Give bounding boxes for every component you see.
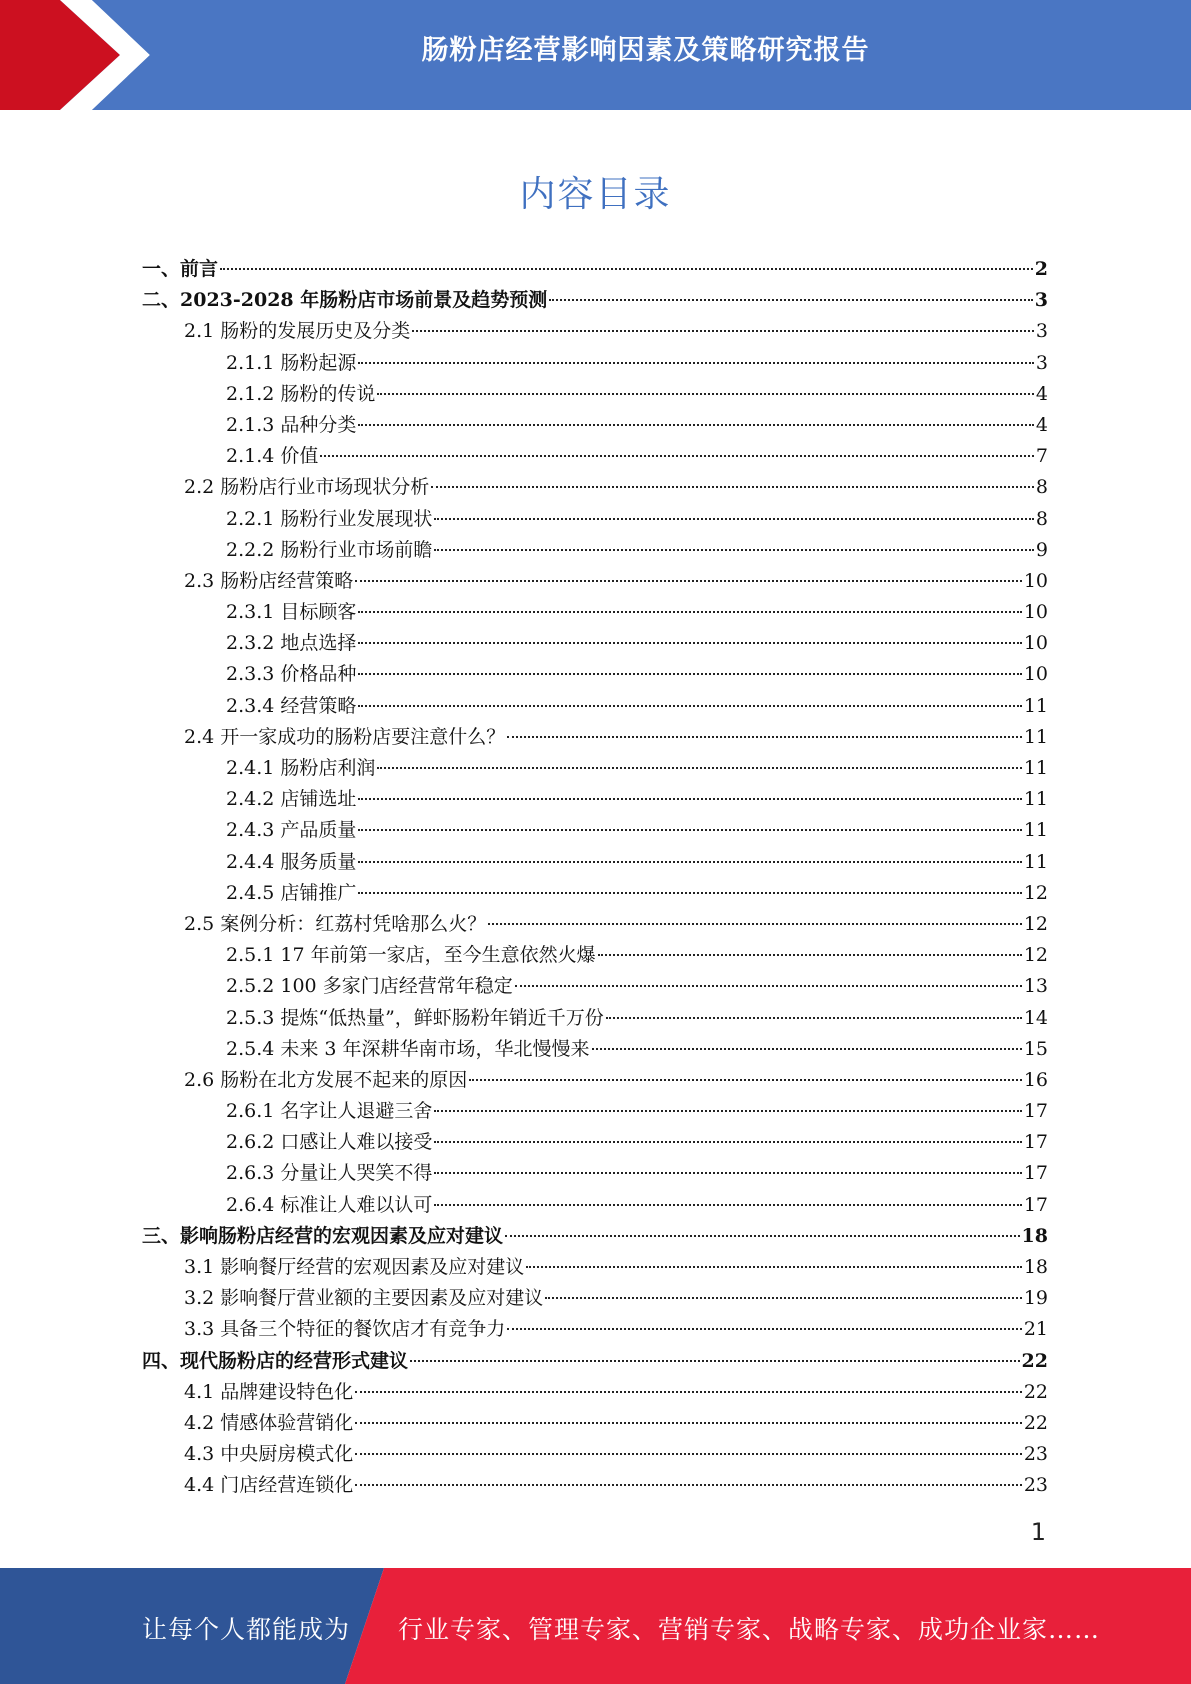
toc-entry-page: 17: [1023, 1100, 1048, 1123]
toc-entry-label: 2.3.3 价格品种: [226, 663, 357, 686]
toc-entry-page: 8: [1035, 476, 1048, 499]
toc-entry-page: 21: [1023, 1318, 1048, 1341]
toc-entry-page: 22: [1023, 1411, 1048, 1434]
toc-entry[interactable]: [142, 1190, 1048, 1221]
toc-entry-label: 2.1 肠粉的发展历史及分类: [184, 320, 411, 343]
toc-entry[interactable]: [142, 1158, 1048, 1189]
toc-entry-label: 2.5.4 未来 3 年深耕华南市场，华北慢慢来: [226, 1037, 590, 1060]
toc-entry-page: 7: [1035, 445, 1048, 468]
toc-entry-page: 17: [1023, 1131, 1048, 1154]
dot-leader: [355, 579, 1022, 582]
dot-leader: [507, 1327, 1022, 1330]
toc-entry-label: 4.1 品牌建设特色化: [184, 1380, 354, 1403]
toc-entry-label: 2.4.2 店铺选址: [226, 788, 357, 811]
toc-entry-label: 2.1.1 肠粉起源: [226, 351, 357, 374]
dot-leader: [606, 1016, 1022, 1019]
toc-heading: 内容目录: [519, 174, 672, 215]
toc-entry-label: 2.4 开一家成功的肠粉店要注意什么？: [184, 725, 506, 748]
toc-entry[interactable]: [142, 909, 1048, 940]
toc-entry-label: 2.6.2 口感让人难以接受: [226, 1131, 433, 1154]
toc-entry-label: 4.3 中央厨房模式化: [184, 1443, 354, 1466]
toc-entry-page: 12: [1023, 944, 1048, 967]
toc-entry-page: 23: [1023, 1474, 1048, 1497]
toc-entry-page: 18: [1023, 1256, 1048, 1278]
dot-leader: [434, 1171, 1021, 1174]
dot-leader: [469, 1078, 1022, 1081]
toc-entry[interactable]: [142, 316, 1048, 347]
dot-leader: [358, 828, 1021, 831]
toc-entry[interactable]: [142, 472, 1048, 503]
dot-leader: [598, 953, 1022, 956]
toc-entry[interactable]: [142, 784, 1048, 815]
dot-leader: [320, 454, 1034, 457]
toc-entry[interactable]: [142, 504, 1048, 535]
toc-entry-page: 12: [1023, 881, 1048, 904]
toc-entry-label: 2.3.1 目标顾客: [226, 601, 357, 624]
toc-entry-label: 一、前言: [142, 258, 219, 280]
toc-entry-page: 8: [1035, 507, 1048, 530]
toc-entry-page: 9: [1035, 538, 1048, 561]
toc-entry-label: 2.4.3 产品质量: [226, 819, 357, 842]
toc-entry[interactable]: [142, 1439, 1048, 1470]
toc-entry-page: 17: [1023, 1193, 1048, 1216]
toc-entry-page: 23: [1023, 1443, 1048, 1466]
toc-entry-label: 2.5 案例分析：红荔村凭啥那么火？: [184, 912, 487, 935]
toc-entry[interactable]: [142, 878, 1048, 909]
toc-entry-page: 16: [1023, 1068, 1048, 1091]
toc-entry[interactable]: [142, 254, 1048, 285]
toc-entry-page: 11: [1023, 725, 1048, 748]
toc-entry-page: 4: [1035, 413, 1048, 436]
footer-slogan-left: 让每个人都能成为: [142, 1615, 351, 1644]
toc-entry-label: 2.1.3 品种分类: [226, 413, 357, 436]
dot-leader: [358, 797, 1021, 800]
dot-leader: [358, 361, 1034, 364]
toc-entry-label: 2.5.3 提炼“低热量”，鲜虾肠粉年销近千万份: [226, 1006, 604, 1029]
toc-entry-page: 14: [1023, 1006, 1048, 1029]
dot-leader: [592, 1047, 1022, 1050]
toc-entry-page: 10: [1023, 601, 1048, 624]
dot-leader: [358, 672, 1021, 675]
toc-entry-label: 2.3.2 地点选择: [226, 632, 357, 655]
footer-slogan-right: 行业专家、管理专家、营销专家、战略专家、成功企业家……: [398, 1615, 1101, 1644]
dot-leader: [358, 610, 1021, 613]
toc-entry-page: 22: [1023, 1380, 1048, 1403]
toc-entry-label: 2.2.1 肠粉行业发展现状: [226, 507, 433, 530]
footer-banner: [0, 1568, 1191, 1684]
toc-entry[interactable]: [142, 379, 1048, 410]
dot-leader: [526, 1265, 1022, 1268]
toc-entry-label: 2.6 肠粉在北方发展不起来的原因: [184, 1068, 468, 1091]
dot-leader: [434, 548, 1034, 551]
dot-leader: [358, 891, 1021, 894]
toc-entry-page: 18: [1021, 1224, 1048, 1247]
dot-leader: [505, 1234, 1020, 1237]
toc-entry-page: 11: [1023, 694, 1048, 717]
toc-entry[interactable]: [142, 285, 1048, 316]
dot-leader: [355, 1390, 1022, 1393]
toc-entry[interactable]: [142, 1314, 1048, 1345]
toc-entry[interactable]: [142, 628, 1048, 659]
toc-entry[interactable]: [142, 410, 1048, 441]
toc-entry-label: 2.1.4 价值: [226, 445, 319, 468]
toc-entry-page: 12: [1023, 912, 1048, 935]
toc-entry[interactable]: [142, 348, 1048, 379]
toc-entry-label: 2.2 肠粉店行业市场现状分析: [184, 476, 430, 499]
toc-entry-label: 2.6.1 名字让人退避三舍: [226, 1100, 433, 1123]
toc-entry-label: 2.3 肠粉店经营策略: [184, 569, 354, 592]
toc-entry-page: 2: [1034, 258, 1048, 280]
toc-entry-page: 11: [1023, 819, 1048, 842]
toc-entry-label: 3.2 影响餐厅营业额的主要因素及应对建议: [184, 1287, 544, 1310]
toc-entry-page: 15: [1023, 1037, 1048, 1060]
toc-entry[interactable]: [142, 1096, 1048, 1127]
toc-entry-label: 2.6.4 标准让人难以认可: [226, 1193, 433, 1216]
dot-leader: [355, 1421, 1022, 1424]
toc-entry-label: 2.5.2 100 多家门店经营常年稳定: [226, 975, 513, 998]
dot-leader: [355, 1483, 1022, 1486]
toc-entry[interactable]: [142, 1065, 1048, 1096]
toc-entry-label: 2.4.1 肠粉店利润: [226, 757, 376, 779]
toc-entry-page: 10: [1023, 632, 1048, 655]
toc-entry-label: 2.2.2 肠粉行业市场前瞻: [226, 538, 433, 561]
dot-leader: [220, 267, 1033, 270]
dot-leader: [410, 1359, 1020, 1362]
page-number: 1: [1030, 1518, 1046, 1546]
toc-entry-page: 11: [1023, 757, 1048, 779]
toc-entry[interactable]: [142, 971, 1048, 1002]
toc-entry-label: 2.3.4 经营策略: [226, 694, 357, 717]
toc-entry[interactable]: [142, 722, 1048, 753]
toc-entry[interactable]: [142, 1470, 1048, 1501]
dot-leader: [412, 329, 1034, 332]
dot-leader: [549, 298, 1033, 301]
toc-entry[interactable]: [142, 1408, 1048, 1439]
toc-entry[interactable]: [142, 1252, 1048, 1283]
dot-leader: [434, 1140, 1021, 1143]
dot-leader: [358, 423, 1034, 426]
toc-entry[interactable]: [142, 815, 1048, 846]
toc-entry-page: 3: [1035, 351, 1048, 374]
toc-entry[interactable]: [142, 1283, 1048, 1314]
toc-entry[interactable]: [142, 1346, 1048, 1377]
dot-leader: [434, 1203, 1021, 1206]
toc-entry[interactable]: [142, 940, 1048, 971]
toc-entry-label: 2.4.5 店铺推广: [226, 881, 357, 904]
toc-entry-page: 10: [1023, 569, 1048, 592]
dot-leader: [488, 922, 1022, 925]
toc-entry-page: 3: [1034, 289, 1048, 312]
toc-entry-page: 10: [1023, 663, 1048, 686]
toc-entry[interactable]: [142, 1377, 1048, 1408]
toc-entry-label: 三、影响肠粉店经营的宏观因素及应对建议: [142, 1224, 504, 1247]
toc-entry-page: 19: [1023, 1287, 1048, 1310]
toc-entry-page: 22: [1021, 1349, 1048, 1372]
toc-entry[interactable]: [142, 659, 1048, 690]
toc-entry-label: 4.4 门店经营连锁化: [184, 1474, 354, 1497]
dot-leader: [358, 704, 1021, 707]
dot-leader: [434, 517, 1034, 520]
toc-entry-page: 11: [1023, 788, 1048, 811]
toc-entry-page: 17: [1023, 1162, 1048, 1185]
toc-entry[interactable]: [142, 753, 1048, 784]
toc-entry[interactable]: [142, 847, 1048, 878]
dot-leader: [507, 735, 1022, 738]
toc-entry-label: 3.1 影响餐厅经营的宏观因素及应对建议: [184, 1256, 525, 1278]
header-banner: [0, 0, 1191, 110]
dot-leader: [434, 1109, 1021, 1112]
report-title: 肠粉店经营影响因素及策略研究报告: [421, 35, 870, 66]
table-of-contents: [142, 254, 1048, 1502]
toc-entry[interactable]: [142, 441, 1048, 472]
toc-entry-label: 2.1.2 肠粉的传说: [226, 382, 376, 405]
toc-entry-page: 11: [1023, 850, 1048, 873]
toc-entry[interactable]: [142, 691, 1048, 722]
toc-entry[interactable]: [142, 1221, 1048, 1252]
toc-entry-label: 3.3 具备三个特征的餐饮店才有竞争力: [184, 1318, 506, 1341]
toc-entry[interactable]: [142, 597, 1048, 628]
toc-entry-label: 2.6.3 分量让人哭笑不得: [226, 1162, 433, 1185]
dot-leader: [377, 392, 1034, 395]
dot-leader: [377, 766, 1021, 769]
dot-leader: [431, 485, 1034, 488]
dot-leader: [355, 1452, 1022, 1455]
toc-entry-page: 3: [1035, 320, 1048, 343]
toc-entry-label: 四、现代肠粉店的经营形式建议: [142, 1349, 409, 1372]
toc-entry-label: 二、2023-2028 年肠粉店市场前景及趋势预测: [142, 289, 548, 312]
toc-entry-page: 13: [1023, 975, 1048, 998]
dot-leader: [515, 984, 1022, 987]
toc-entry[interactable]: [142, 1034, 1048, 1065]
toc-entry[interactable]: [142, 1003, 1048, 1034]
toc-entry-page: 4: [1035, 382, 1048, 405]
toc-entry-label: 2.5.1 17 年前第一家店，至今生意依然火爆: [226, 944, 596, 967]
toc-entry-label: 4.2 情感体验营销化: [184, 1411, 354, 1434]
toc-entry[interactable]: [142, 566, 1048, 597]
toc-entry[interactable]: [142, 535, 1048, 566]
toc-entry-label: 2.4.4 服务质量: [226, 850, 357, 873]
dot-leader: [545, 1296, 1022, 1299]
dot-leader: [358, 860, 1021, 863]
toc-entry[interactable]: [142, 1127, 1048, 1158]
dot-leader: [358, 641, 1021, 644]
